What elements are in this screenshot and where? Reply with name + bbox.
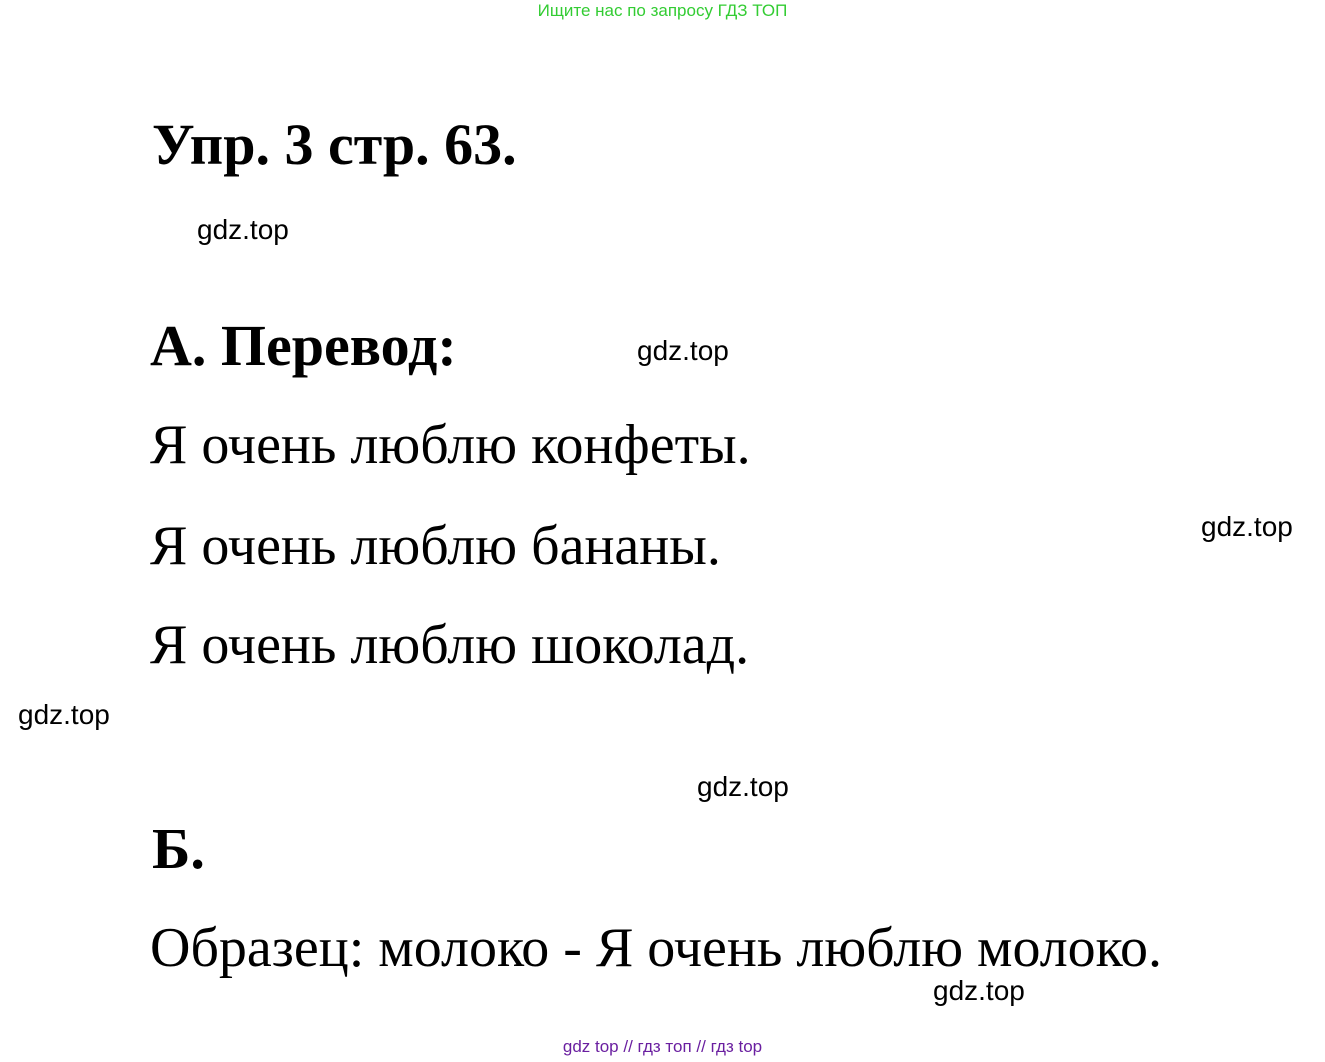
footer-item[interactable]: gdz top — [562, 1037, 619, 1056]
footer-separator: // — [696, 1037, 706, 1056]
example-line: Образец: молоко - Я очень люблю молоко. — [150, 917, 1163, 979]
top-banner: Ищите нас по запросу ГДЗ ТОП — [537, 1, 788, 20]
footer-separator: // — [623, 1037, 633, 1056]
footer-links — [0, 1037, 1325, 1057]
watermark: gdz.top — [933, 975, 1025, 1006]
watermark: gdz.top — [637, 335, 729, 366]
footer-item[interactable]: гдз топ — [637, 1037, 692, 1056]
translation-line: Я очень люблю бананы. — [150, 515, 721, 577]
watermark: gdz.top — [1201, 511, 1293, 542]
watermark: gdz.top — [697, 771, 789, 802]
section-b-heading: Б. — [152, 816, 205, 881]
translation-line: Я очень люблю конфеты. — [150, 414, 751, 476]
section-a-heading: А. Перевод: — [150, 313, 457, 378]
watermark: gdz.top — [18, 699, 110, 730]
watermark: gdz.top — [197, 214, 289, 245]
exercise-title: Упр. 3 стр. 63. — [152, 112, 517, 177]
footer-item[interactable]: гдз top — [710, 1037, 763, 1056]
translation-line: Я очень люблю шоколад. — [150, 614, 750, 676]
